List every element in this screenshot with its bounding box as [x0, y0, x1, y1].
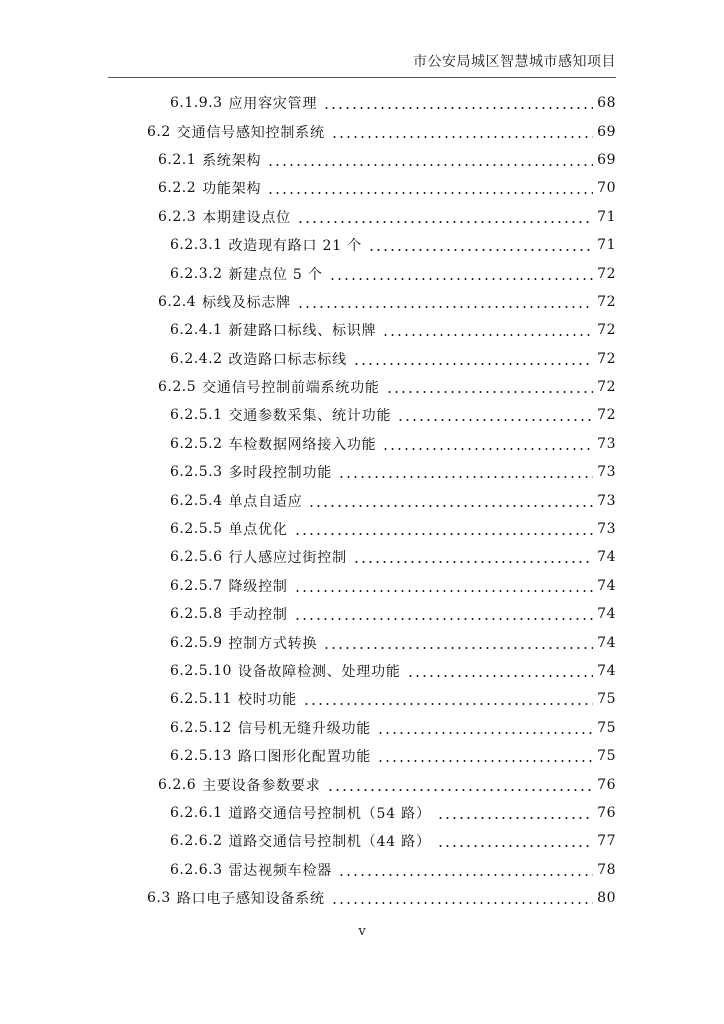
toc-dot-leader — [294, 579, 593, 593]
toc-entry-page: 68 — [597, 95, 616, 112]
toc-entry-page: 78 — [597, 861, 616, 878]
toc-entry-page: 80 — [597, 890, 616, 907]
toc-entry-page: 74 — [597, 663, 616, 679]
toc-entry-title: 标线及标志牌 — [202, 294, 291, 311]
page-number: v — [358, 924, 366, 939]
toc-entry-title: 主要设备参数要求 — [202, 777, 321, 794]
toc-entry-title: 功能架构 — [202, 181, 262, 198]
toc-dot-leader — [331, 125, 593, 139]
toc-entry-title: 控制方式转换 — [228, 635, 318, 652]
toc-entry-title: 路口图形化配置功能 — [237, 749, 372, 766]
toc-dot-leader — [368, 238, 593, 252]
page-header — [108, 51, 616, 78]
toc-entry-title: 系统架构 — [202, 152, 262, 169]
toc-dot-leader — [338, 465, 593, 479]
toc-entry-page: 72 — [597, 293, 616, 310]
toc-entry[interactable] — [0, 288, 724, 316]
toc-dot-leader — [353, 550, 593, 564]
toc-entry-page: 71 — [597, 237, 616, 254]
toc-dot-leader — [386, 380, 593, 394]
toc-entry-page: 69 — [597, 151, 616, 168]
toc-dot-leader — [323, 636, 593, 650]
toc-entry-title: 多时段控制功能 — [228, 465, 333, 482]
toc-entry-title: 车检数据网络接入功能 — [228, 436, 377, 453]
toc-entry[interactable] — [0, 486, 724, 514]
toc-entry-page: 72 — [597, 350, 616, 367]
toc-entry-number: 6.2 — [147, 123, 171, 140]
toc-dot-leader — [377, 749, 593, 763]
toc-entry-page: 72 — [597, 379, 616, 396]
toc-entry-title: 交通信号感知控制系统 — [176, 124, 325, 141]
toc-entry-number: 6.2.5.10 — [170, 663, 232, 679]
toc-entry-number: 6.2.5.2 — [170, 435, 223, 452]
toc-entry[interactable] — [0, 259, 724, 287]
toc-dot-leader — [303, 692, 593, 706]
toc-dot-leader — [382, 437, 593, 451]
toc-entry-page: 77 — [597, 833, 616, 850]
toc-dot-leader — [297, 295, 593, 309]
toc-entry[interactable] — [0, 884, 724, 912]
toc-entry-title: 单点优化 — [228, 522, 288, 539]
toc-entry-number: 6.2.3.2 — [170, 265, 223, 282]
toc-dot-leader — [331, 891, 593, 905]
toc-entry-page: 73 — [597, 521, 616, 538]
toc-entry[interactable] — [0, 714, 724, 742]
toc-dot-leader — [267, 181, 593, 195]
toc-entry-title: 单点自适应 — [228, 493, 303, 510]
toc-entry-page: 75 — [597, 691, 616, 708]
toc-entry[interactable] — [0, 373, 724, 401]
toc-entry-page: 70 — [597, 180, 616, 197]
toc-dot-leader — [397, 408, 593, 422]
toc-entry-title: 应用容灾管理 — [228, 96, 318, 113]
toc-entry[interactable] — [0, 89, 724, 117]
toc-entry[interactable] — [0, 515, 724, 543]
toc-entry-title: 新建路口标线、标识牌 — [228, 323, 377, 340]
toc-dot-leader — [437, 834, 593, 848]
toc-entry-number: 6.2.6.1 — [170, 804, 223, 821]
toc-entry[interactable] — [0, 770, 724, 798]
toc-entry[interactable] — [0, 657, 724, 685]
toc-entry[interactable] — [0, 401, 724, 429]
toc-entry-page: 72 — [597, 407, 616, 424]
toc-entry[interactable] — [0, 174, 724, 202]
toc-entry-title: 设备故障检测、处理功能 — [237, 664, 401, 680]
toc-dot-leader — [382, 323, 593, 337]
toc-entry-title: 信号机无缝升级功能 — [237, 720, 372, 737]
toc-entry[interactable] — [0, 231, 724, 259]
toc-entry-title: 手动控制 — [228, 607, 288, 624]
toc-entry-number: 6.2.5.7 — [170, 577, 223, 594]
toc-entry-number: 6.2.4.2 — [170, 350, 223, 367]
toc-entry-title: 交通参数采集、统计功能 — [228, 408, 392, 425]
toc-entry-number: 6.2.5.3 — [170, 464, 223, 481]
toc-entry-number: 6.2.5.1 — [170, 407, 223, 424]
toc-entry[interactable] — [0, 203, 724, 231]
toc-entry[interactable] — [0, 628, 724, 656]
toc-entry[interactable] — [0, 685, 724, 713]
toc-dot-leader — [267, 153, 593, 167]
toc-entry-number: 6.2.1 — [158, 151, 197, 168]
toc-entry-number: 6.2.4 — [158, 293, 197, 310]
toc-entry-number: 6.2.2 — [158, 180, 197, 197]
toc-entry-number: 6.2.6 — [158, 776, 197, 793]
toc-dot-leader — [297, 210, 593, 224]
toc-entry-number: 6.2.6.3 — [170, 861, 223, 878]
toc-entry-number: 6.2.5.4 — [170, 492, 223, 509]
toc-entry-number: 6.2.5.13 — [170, 748, 232, 765]
toc-entry[interactable] — [0, 458, 724, 486]
toc-entry-title: 交通信号控制前端系统功能 — [202, 380, 380, 397]
toc-entry-page: 74 — [597, 577, 616, 594]
toc-entry[interactable] — [0, 543, 724, 571]
toc-entry[interactable] — [0, 345, 724, 373]
header-title: 市公安局城区智慧城市感知项目 — [413, 54, 616, 70]
toc-entry-number: 6.2.5.5 — [170, 521, 223, 538]
toc-entry-page: 72 — [597, 322, 616, 339]
toc-entry-number: 6.2.5 — [158, 379, 197, 396]
toc-entry-number: 6.2.4.1 — [170, 322, 223, 339]
toc-entry[interactable] — [0, 799, 724, 827]
toc-entry-title: 道路交通信号控制机（44 路） — [228, 834, 431, 851]
toc-entry-page: 73 — [597, 435, 616, 452]
toc-entry-page: 74 — [597, 549, 616, 566]
toc-entry-title: 本期建设点位 — [202, 209, 291, 226]
toc-entry[interactable] — [0, 600, 724, 628]
toc-entry[interactable] — [0, 856, 724, 884]
toc-entry-number: 6.1.9.3 — [170, 95, 223, 112]
toc-dot-leader — [327, 778, 594, 792]
toc-entry-number: 6.2.3.1 — [170, 237, 223, 254]
toc-entry-title: 路口电子感知设备系统 — [176, 891, 325, 908]
toc-dot-leader — [329, 267, 593, 281]
toc-entry-number: 6.2.5.6 — [170, 549, 223, 566]
toc-entry-title: 行人感应过街控制 — [228, 550, 347, 567]
toc-dot-leader — [377, 721, 593, 735]
toc-entry-page: 75 — [597, 719, 616, 736]
toc-entry-page: 75 — [597, 748, 616, 765]
toc-entry[interactable] — [0, 146, 724, 174]
toc-dot-leader — [437, 806, 593, 820]
toc-dot-leader — [353, 352, 593, 366]
toc-dot-leader — [338, 863, 593, 877]
toc-entry-title: 校时功能 — [237, 692, 298, 709]
toc-dot-leader — [294, 607, 593, 621]
toc-entry-page: 72 — [597, 265, 616, 282]
toc-dot-leader — [294, 522, 593, 536]
toc-entry-page: 69 — [597, 123, 616, 140]
toc-entry-title: 道路交通信号控制机（54 路） — [228, 805, 431, 822]
toc-entry-title: 改造现有路口 21 个 — [228, 238, 362, 255]
table-of-contents — [0, 89, 724, 912]
toc-entry-page: 76 — [597, 804, 616, 821]
toc-entry-title: 降级控制 — [228, 578, 288, 595]
toc-entry-page: 74 — [597, 634, 616, 651]
toc-entry-number: 6.2.6.2 — [170, 833, 223, 850]
toc-dot-leader — [323, 96, 593, 110]
toc-entry-title: 新建点位 5 个 — [228, 266, 323, 283]
toc-entry-title: 改造路口标志标线 — [228, 351, 347, 368]
toc-entry[interactable] — [0, 117, 724, 145]
toc-dot-leader — [407, 664, 593, 678]
toc-entry-page: 73 — [597, 492, 616, 509]
toc-entry-page: 76 — [597, 776, 616, 793]
toc-entry[interactable] — [0, 430, 724, 458]
toc-entry[interactable] — [0, 572, 724, 600]
toc-dot-leader — [308, 494, 593, 508]
toc-entry-number: 6.2.5.12 — [170, 719, 232, 736]
toc-entry-title: 雷达视频车检器 — [228, 862, 333, 879]
toc-entry-page: 74 — [597, 606, 616, 623]
toc-entry-page: 73 — [597, 464, 616, 481]
toc-entry-number: 6.3 — [147, 890, 171, 907]
toc-entry[interactable] — [0, 316, 724, 344]
toc-entry[interactable] — [0, 827, 724, 855]
toc-entry[interactable] — [0, 742, 724, 770]
toc-entry-page: 71 — [597, 208, 616, 225]
toc-entry-number: 6.2.3 — [158, 208, 197, 225]
toc-entry-number: 6.2.5.11 — [170, 691, 232, 708]
toc-entry-number: 6.2.5.8 — [170, 606, 223, 623]
toc-entry-number: 6.2.5.9 — [170, 634, 223, 651]
